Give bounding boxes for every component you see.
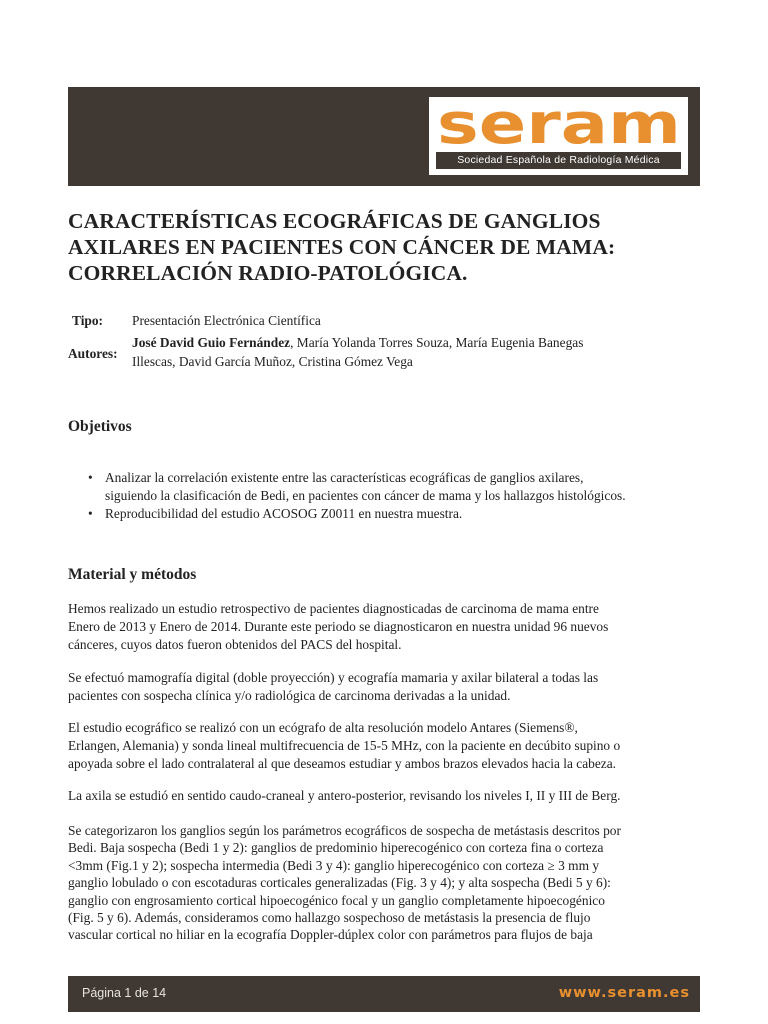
list-item-line: siguiendo la clasificación de Bedi, en pacientes con cáncer de mama y los hallazgos histológicos. [105,488,626,503]
paragraph [68,669,708,705]
paragraph-line: vascular cortical no hiliar en la ecografía Doppler-dúplex color con parámetros para flujos de baja [68,927,593,943]
meta-row-autores [68,334,652,371]
title-line: CORRELACIÓN RADIO-PATOLÓGICA. [68,261,468,285]
paragraph-line: Enero de 2013 y Enero de 2014. Durante este periodo se diagnosticaron en nuestra unidad 96 nuevos [68,619,609,634]
paragraph-line: (Fig. 5 y 6). Además, consideramos como hallazgo sospechoso de metástasis la presencia de flujo [68,910,591,926]
footer-url-link[interactable]: www.seram.es [558,985,690,1001]
paragraph [68,822,708,944]
paragraph-line: ganglio con engrosamiento cortical hipoecogénico focal y un ganglio completamente hipoecogénico [68,892,605,908]
paragraph-line: apoyada sobre el lado contralateral al que deseamos estudiar y ambos brazos elevados hacia la cabeza. [68,756,617,771]
first-author: José David Guio Fernández [132,335,291,350]
list-item-line: • Analizar la correlación existente entre las características ecográficas de ganglios axilares, [105,470,584,485]
paragraph-line: La axila se estudió en sentido caudo-craneal y antero-posterior, revisando los niveles I, II y III de Berg. [68,788,621,803]
tipo-value: Presentación Electrónica Científica [132,313,321,328]
logo-wordmark-text: seram [437,93,681,151]
other-authors: , María Yolanda Torres Souza, María Eugenia Banegas [290,335,584,350]
objetivos-list [88,469,708,523]
section-heading-material: Material y métodos [68,566,197,583]
title-line: AXILARES EN PACIENTES CON CÁNCER DE MAMA: [68,235,616,259]
paragraph-line: Se efectuó mamografía digital (doble proyección) y ecografía mamaria y axilar bilateral a todas las [68,670,599,685]
autores-line: Illescas, David García Muñoz, Cristina Gómez Vega [132,353,413,369]
paragraph-line: Bedi. Baja sospecha (Bedi 1 y 2): ganglios de predominio hiperecogénico con corteza fina o corteza [68,840,604,856]
paragraph-line: cánceres, cuyos datos fueron obtenidos del PACS del hospital. [68,637,402,652]
paragraph-line: <3mm (Fig.1 y 2); sospecha intermedia (Bedi 3 y 4): ganglio hiperecogénico con corteza ≥ 3 mm y [68,857,600,873]
paragraph [68,719,708,773]
autores-line [132,334,652,353]
seram-logo-wordmark [435,93,683,151]
paragraph-line: Erlangen, Alemania) y sonda lineal multifrecuencia de 15-5 MHz, con la paciente en decúbito supino o [68,738,621,753]
title-line: CARACTERÍSTICAS ECOGRÁFICAS DE GANGLIOS [68,209,601,233]
page-number: Página 1 de 14 [82,986,167,1000]
paragraph-line: Se categorizaron los ganglios según los parámetros ecográficos de sospecha de metástasis descritos por [68,823,621,838]
list-item [88,505,708,523]
paragraph [68,787,708,805]
seram-logo [429,93,688,175]
list-item-line: • Reproducibilidad del estudio ACOSOG Z0011 en nuestra muestra. [105,506,463,521]
meta-row-tipo [68,312,652,331]
paragraph-line: Hemos realizado un estudio retrospectivo de pacientes diagnosticadas de carcinoma de mama entre [68,601,599,616]
document-title [68,208,708,286]
footer-band [68,976,700,1012]
header-band [68,87,700,186]
paragraph [68,600,708,654]
list-item [88,469,708,505]
section-heading-objetivos: Objetivos [68,418,132,435]
tipo-label: Tipo: [72,313,104,328]
paragraph-line: ganglio lobulado o con escotaduras corticales generalizadas (Fig. 3 y 4); y alta sospecha (Bedi 5 y 6): [68,875,611,891]
paragraph-line: pacientes con sospecha clínica y/o radiológica de carcinoma derivadas a la unidad. [68,688,511,703]
paragraph-line: El estudio ecográfico se realizó con un ecógrafo de alta resolución modelo Antares (Siemens®, [68,720,578,735]
autores-label: Autores: [68,346,118,361]
autores-value [132,334,652,371]
logo-tagline: Sociedad Española de Radiología Médica [436,152,681,169]
